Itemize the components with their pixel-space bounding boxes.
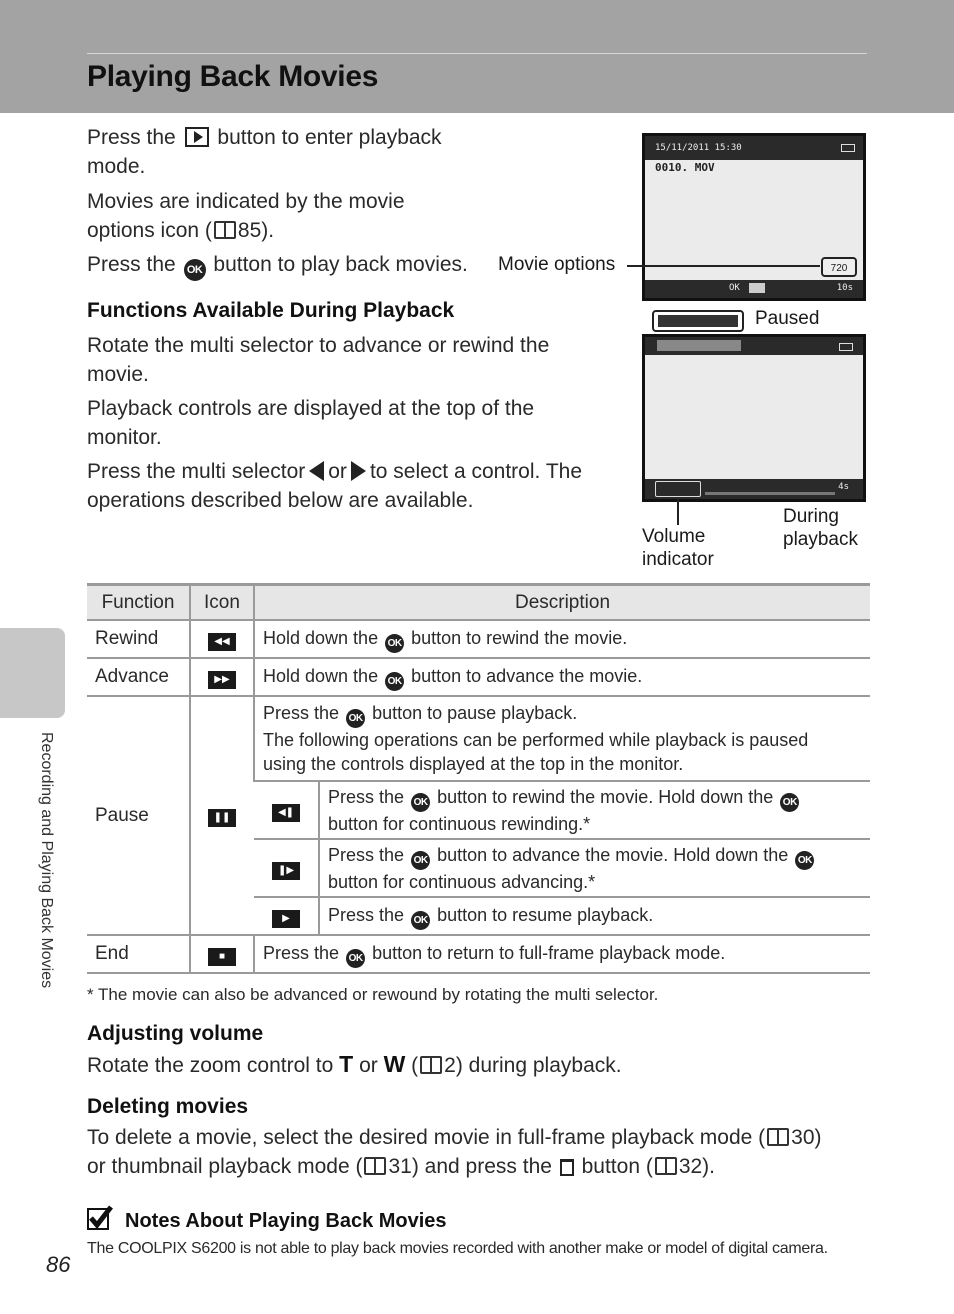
functions-table <box>87 583 870 974</box>
stop-icon: ■ <box>208 948 236 966</box>
frame-rewind-icon: ◀❚ <box>272 804 300 822</box>
table-row-pause-advance: ❚▶ Press the OK button to advance the movie. Hold down the OK button for continuous advancing.* <box>87 839 870 897</box>
resume-icon: ▶ <box>272 910 300 928</box>
intro-paragraph-3: Press the OK button to play back movies. <box>87 250 468 281</box>
intro-paragraph-2: Movies are indicated by the movie options icon ( 85). <box>87 190 405 242</box>
callout-line <box>627 265 820 267</box>
volume-indicator-label: Volume indicator <box>642 526 714 570</box>
ok-button-icon: OK <box>385 672 404 691</box>
volume-paragraph: Rotate the zoom control to T or W ( 2) during playback. <box>87 1051 622 1077</box>
paused-label: Paused <box>755 308 820 329</box>
functions-paragraph-3: Press the multi selector or to select a control. The operations described below are available. <box>87 460 582 512</box>
ok-button-icon: OK <box>184 259 206 281</box>
zoom-tele-icon: T <box>339 1051 354 1077</box>
deleting-paragraph: To delete a movie, select the desired movie in full-frame playback mode ( 30) or thumbnail playback mode ( 31) and press the button ( 32). <box>87 1126 822 1178</box>
during-playback-screen: 4s <box>642 334 866 502</box>
intro-paragraph-1: Press the button to enter playback mode. <box>87 126 442 178</box>
right-arrow-icon <box>351 461 366 481</box>
movie-options-label: Movie options <box>498 254 616 275</box>
ok-button-icon: OK <box>411 793 430 812</box>
playback-button-icon <box>185 127 209 147</box>
functions-paragraph-2: Playback controls are displayed at the top of the monitor. <box>87 397 535 449</box>
page-title: Playing Back Movies <box>87 60 379 93</box>
reference-book-icon <box>364 1157 386 1175</box>
zoom-wide-icon: W <box>383 1051 406 1077</box>
header-band <box>0 0 954 113</box>
note-check-icon <box>87 1205 113 1231</box>
section-tab <box>0 628 65 718</box>
playback-controls <box>657 340 741 351</box>
advance-icon: ▶▶ <box>208 671 236 689</box>
during-playback-label: During playback <box>783 506 858 550</box>
page-number: 86 <box>46 1252 71 1277</box>
rewind-icon: ◀◀ <box>208 633 236 651</box>
volume-heading: Adjusting volume <box>87 1022 264 1045</box>
reference-book-icon <box>767 1128 789 1146</box>
delete-trash-icon <box>560 1159 574 1176</box>
functions-heading: Functions Available During Playback <box>87 299 455 322</box>
notes-heading: Notes About Playing Back Movies <box>87 1205 447 1233</box>
volume-indicator-icon <box>655 481 701 497</box>
table-row-pause-rewind: ◀❚ Press the OK button to rewind the movie. Hold down the OK button for continuous rewinding.* <box>87 781 870 839</box>
header-description: Description <box>254 585 870 621</box>
table-row-pause-resume: ▶ Press the OK button to resume playback. <box>87 897 870 935</box>
table-row-advance: Advance ▶▶ Hold down the OK button to advance the movie. <box>87 658 870 696</box>
movie-options-screen: 15/11/2011 15:30 0010. MOV 720 OK 10s <box>642 133 866 301</box>
ok-button-icon: OK <box>346 949 365 968</box>
reference-book-icon <box>214 221 236 239</box>
reference-book-icon <box>420 1056 442 1074</box>
reference-book-icon <box>655 1157 677 1175</box>
battery-icon-2 <box>839 343 853 351</box>
footnote: * The movie can also be advanced or rewound by rotating the multi selector. <box>87 985 659 1004</box>
section-label: Recording and Playing Back Movies <box>38 732 55 989</box>
table-row-end: End ■ Press the OK button to return to full-frame playback mode. <box>87 935 870 973</box>
ok-button-icon: OK <box>795 851 814 870</box>
ok-button-icon: OK <box>346 709 365 728</box>
ok-button-icon: OK <box>385 634 404 653</box>
ok-button-icon: OK <box>780 793 799 812</box>
header-rule <box>87 53 867 54</box>
table-header-row <box>87 585 870 621</box>
pause-icon: ❚❚ <box>208 809 236 827</box>
left-arrow-icon <box>309 461 324 481</box>
table-row-pause: Pause ❚❚ Press the OK button to pause playback. The following operations can be performed while playback is paused using the controls displayed at the top in the monitor. <box>87 696 870 781</box>
battery-icon <box>841 144 855 152</box>
ok-button-icon: OK <box>411 911 430 930</box>
ok-button-icon: OK <box>411 851 430 870</box>
deleting-heading: Deleting movies <box>87 1095 249 1118</box>
play-icon <box>749 283 765 293</box>
notes-text: The COOLPIX S6200 is not able to play back movies recorded with another make or model of digital camera. <box>87 1240 828 1257</box>
volume-callout-line <box>677 499 679 525</box>
progress-bar <box>705 492 835 495</box>
movie-options-icon: 720 <box>821 257 857 277</box>
functions-paragraph-1: Rotate the multi selector to advance or rewind the movie. <box>87 334 550 386</box>
paused-controls-callout <box>652 310 744 332</box>
frame-advance-icon: ❚▶ <box>272 862 300 880</box>
table-row-rewind: Rewind ◀◀ Hold down the OK button to rewind the movie. <box>87 620 870 658</box>
header-function: Function <box>87 585 190 621</box>
header-icon: Icon <box>190 585 254 621</box>
